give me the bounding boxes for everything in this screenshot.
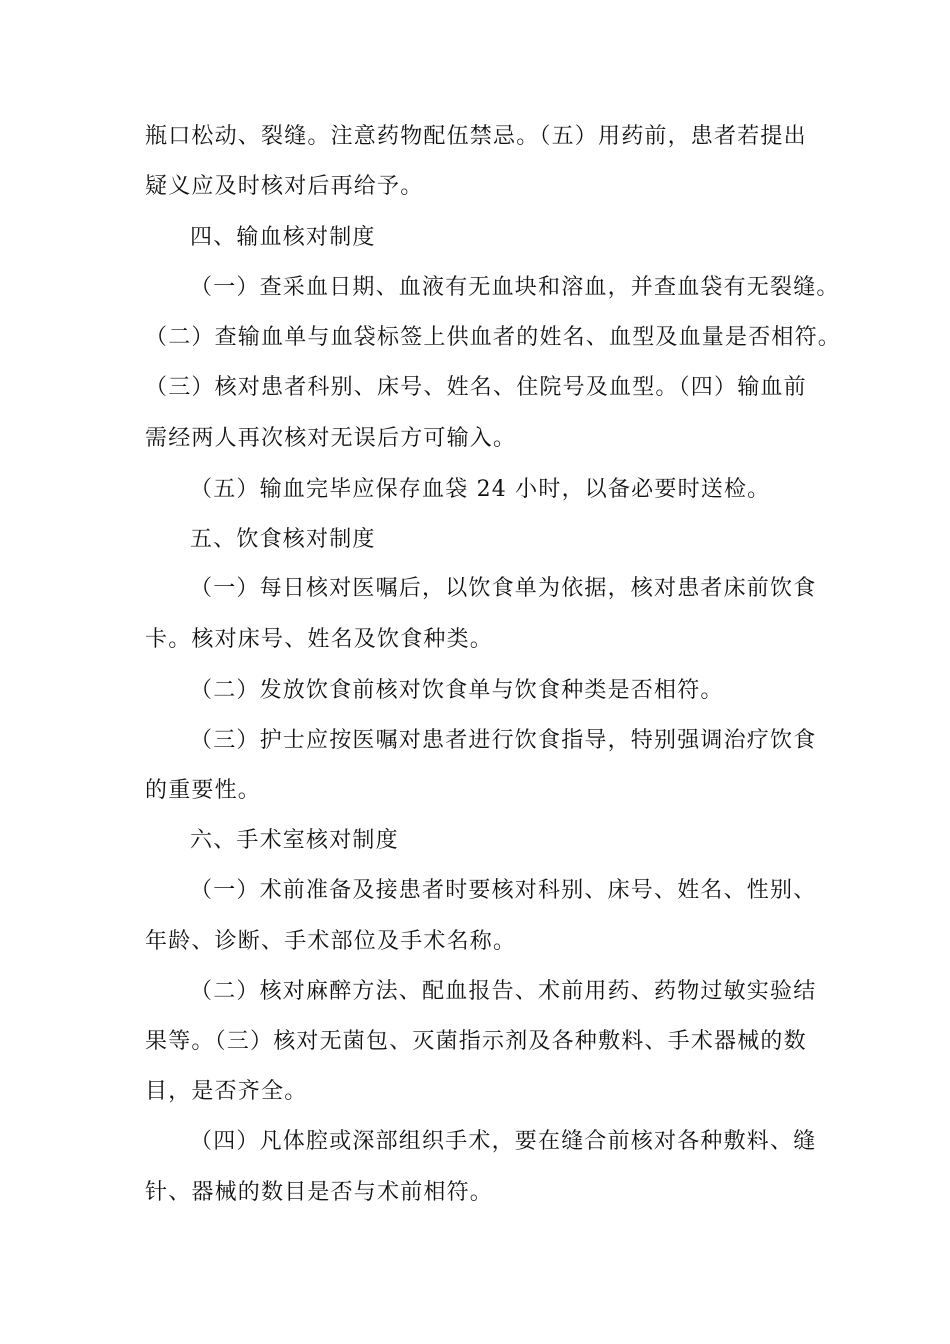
text-line: （一）术前准备及接患者时要核对科别、床号、姓名、性别、 bbox=[190, 878, 817, 903]
text-line: （一）查采血日期、血液有无血块和溶血，并查血袋有无裂缝。 bbox=[190, 275, 840, 300]
text-line: 卡。核对床号、姓名及饮食种类。 bbox=[145, 627, 494, 652]
text-line: （三）核对患者科别、床号、姓名、住院号及血型。（四）输血前 bbox=[145, 375, 807, 400]
text-line: （二）发放饮食前核对饮食单与饮食种类是否相符。 bbox=[190, 678, 724, 703]
text-line: 疑义应及时核对后再给予。 bbox=[145, 174, 424, 199]
text-line: 果等。（三）核对无菌包、灭菌指示剂及各种敷料、手术器械的数 bbox=[145, 1029, 807, 1054]
text-line: （五）输血完毕应保存血袋 24 小时，以备必要时送检。 bbox=[190, 477, 771, 502]
text-line: 的重要性。 bbox=[145, 778, 262, 803]
text-line: 需经两人再次核对无误后方可输入。 bbox=[145, 426, 517, 451]
text-line: （一）每日核对医嘱后，以饮食单为依据，核对患者床前饮食 bbox=[190, 576, 817, 601]
text-line: （三）护士应按医嘱对患者进行饮食指导，特别强调治疗饮食 bbox=[190, 728, 817, 753]
text-line: 目，是否齐全。 bbox=[145, 1079, 308, 1104]
text-line: （二）查输血单与血袋标签上供血者的姓名、血型及血量是否相符。 bbox=[145, 325, 842, 350]
text-line: （二）核对麻醉方法、配血报告、术前用药、药物过敏实验结 bbox=[190, 979, 817, 1004]
section-heading: 四、输血核对制度 bbox=[190, 225, 376, 250]
section-heading: 五、饮食核对制度 bbox=[190, 527, 376, 552]
text-line: （四）凡体腔或深部组织手术，要在缝合前核对各种敷料、缝 bbox=[190, 1129, 817, 1154]
section-heading: 六、手术室核对制度 bbox=[190, 828, 399, 853]
text-line: 瓶口松动、裂缝。注意药物配伍禁忌。（五）用药前，患者若提出 bbox=[145, 124, 807, 149]
text-line: 针、器械的数目是否与术前相符。 bbox=[145, 1180, 494, 1205]
text-line: 年龄、诊断、手术部位及手术名称。 bbox=[145, 929, 517, 954]
